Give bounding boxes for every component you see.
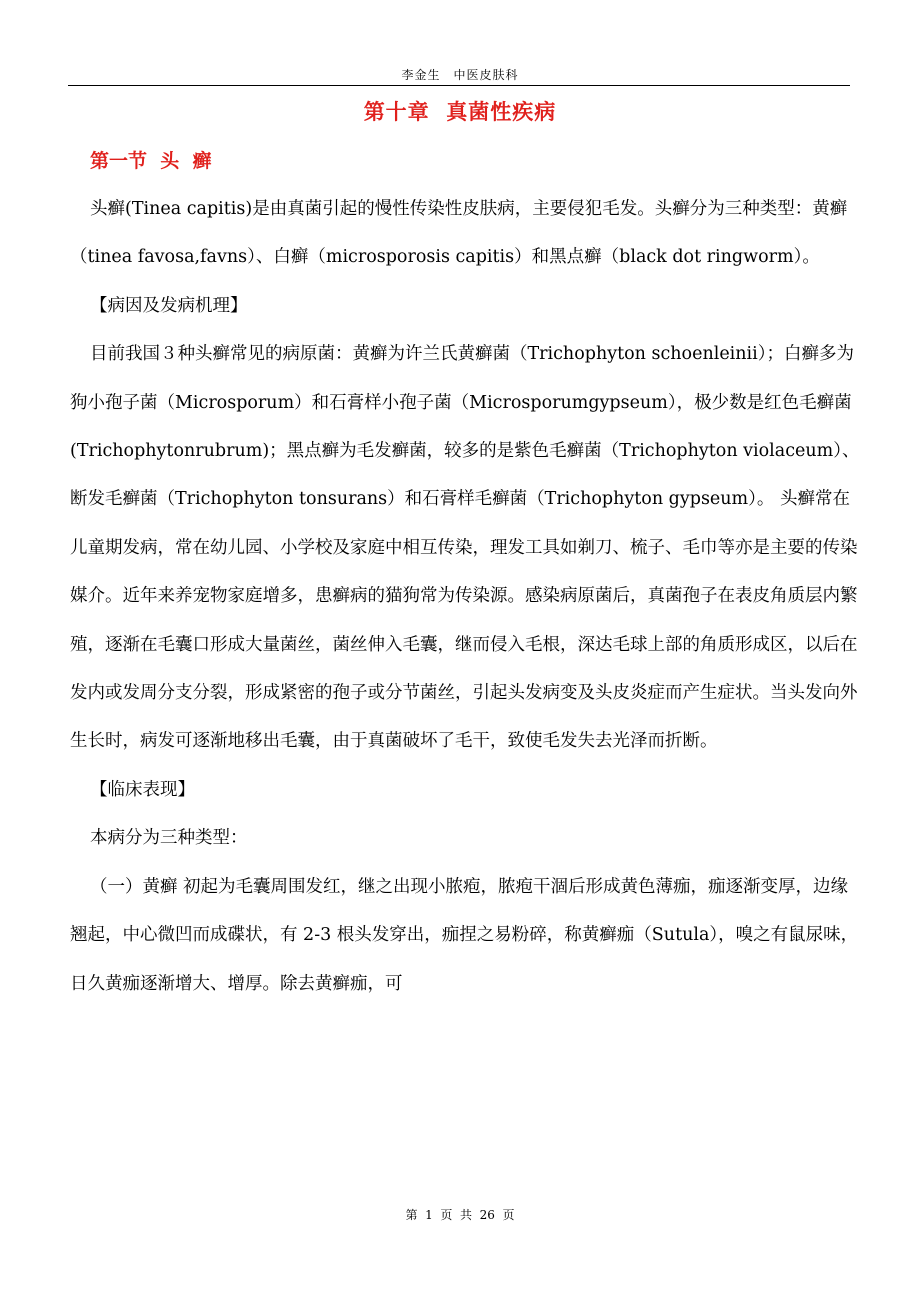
intro-paragraph: 头癣(Tinea capitis)是由真菌引起的慢性传染性皮肤病，主要侵犯毛发。头癣分为三种类型：黄癣（tinea favosa,favns）、白癣（microsporosis capitis）和黑点癣（black dot ringworm）。 — [70, 199, 848, 268]
clinical-intro: 本病分为三种类型： — [90, 828, 248, 849]
running-header: 李金生 中医皮肤科 — [401, 68, 519, 82]
clinical-heading: 【临床表现】 — [90, 779, 195, 800]
chapter-title: 第十章 真菌性疾病 — [363, 99, 557, 124]
page-footer: 第 1 页 共 26 页 — [405, 1208, 515, 1222]
etiology-heading: 【病因及发病机理】 — [90, 295, 248, 316]
section-title: 第一节 头 癣 — [90, 150, 212, 172]
etiology-paragraph: 目前我国３种头癣常见的病原菌：黄癣为许兰氏黄癣菌（Trichophyton schoenleinii）；白癣多为狗小孢子菌（Microsporum）和石膏样小孢子菌（Microsporumgypseum），极少数是红色毛癣菌(Trichophytonrubrum)；黑点癣为毛发癣菌，较多的是紫色毛癣菌（Trichophyton violaceum）、断发毛癣菌（Trichophyton tonsurans）和石膏样毛癣菌（Trichophyton gypseum）。 头癣常在儿童期发病，常在幼儿园、小学校及家庭中相互传染，理发工具如剃刀、梳子、毛巾等亦是主要的传染媒介。近年来养宠物家庭增多，患癣病的猫狗常为传染源。感染病原菌后，真菌孢子在表皮角质层内繁殖，逐渐在毛囊口形成大量菌丝，菌丝伸入毛囊，继而侵入毛根，深达毛球上部的角质形成区，以后在发内或发周分支分裂，形成紧密的孢子或分节菌丝，引起头发病变及头皮炎症而产生症状。当头发向外生长时，病发可逐渐地移出毛囊，由于真菌破坏了毛干，致使毛发失去光泽而折断。 — [70, 344, 860, 752]
body-text — [70, 185, 860, 1008]
header-divider — [68, 85, 850, 86]
favus-paragraph: （一）黄癣 初起为毛囊周围发红，继之出现小脓疱，脓疱干涸后形成黄色薄痂，痂逐渐变厚，边缘翘起，中心微凹而成碟状，有 2-3 根头发穿出，痂捏之易粉碎，称黄癣痂（Sutula），嗅之有鼠尿味，日久黄痂逐渐增大、增厚。除去黄癣痂，可 — [70, 876, 859, 994]
